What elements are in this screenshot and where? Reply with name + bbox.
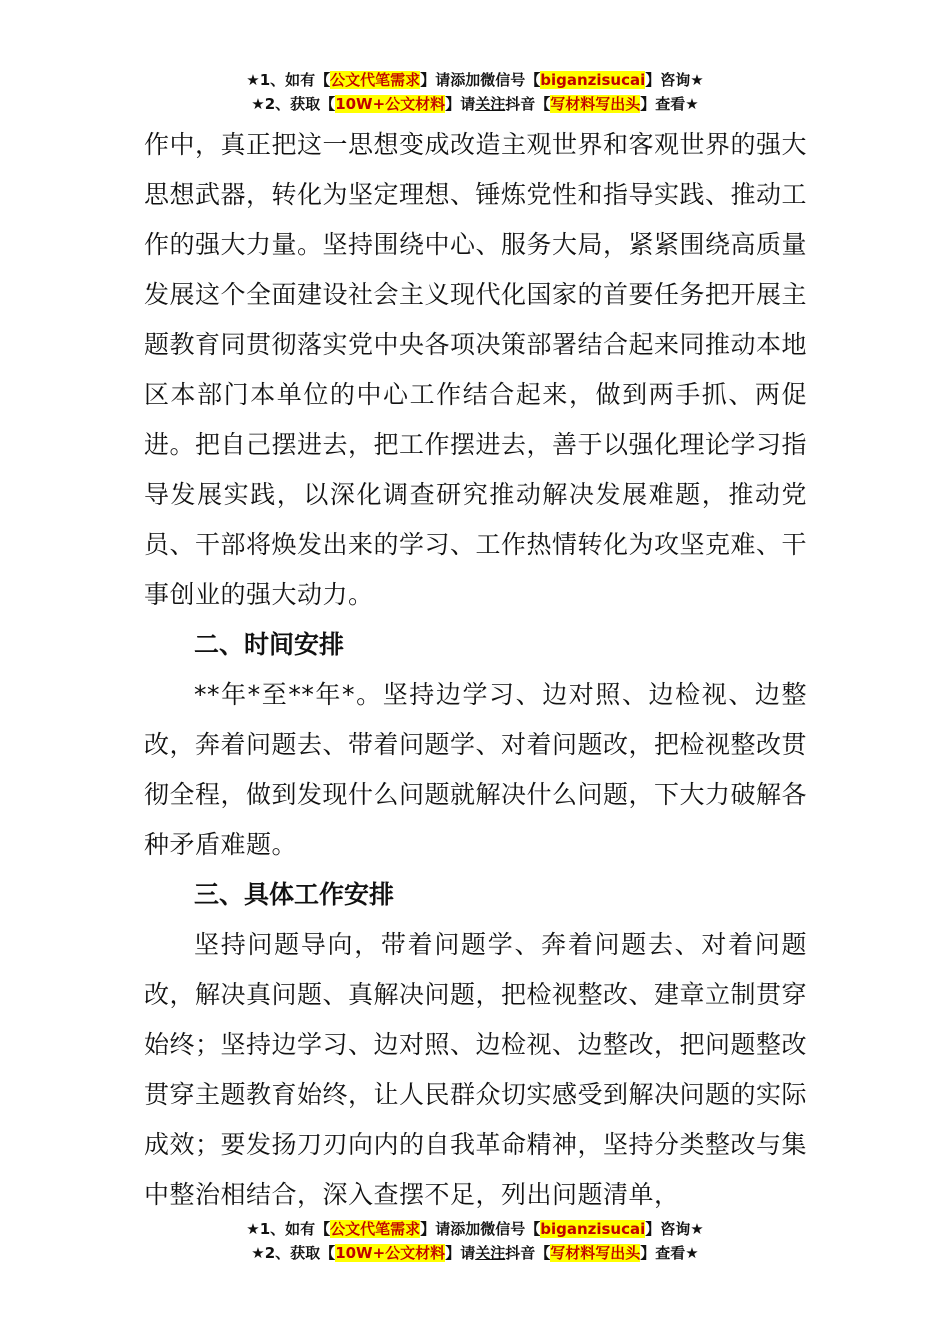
section-heading-time: 二、时间安排 [194, 630, 345, 659]
footer-highlight-douyin: 写材料写出头 [550, 1244, 641, 1262]
paragraph-continued: 作中，真正把这一思想变成改造主观世界和客观世界的强大思想武器，转化为坚定理想、锤炼党性和指导实践、推动工作的强大力量。坚持围绕中心、服务大局，紧紧围绕高质量发展这个全面建设社会主义现代化国家的首要任务把开展主题教育同贯彻落实党中央各项决策部署结合起来同推动本地区本部门本单位的中心工作结合起来，做到两手抓、两促进。把自己摆进去，把工作摆进去，善于以强化理论学习指导发展实践，以深化调查研究推动解决发展难题，推动党员、干部将焕发出来的学习、工作热情转化为攻坚克难、干事创业的强大动力。 [144, 130, 808, 609]
banner-highlight-materials: 10W+公文材料 [335, 95, 446, 113]
footer-line2-middle-b: 抖音【 [505, 1244, 551, 1262]
footer-banner [0, 1217, 950, 1265]
document-body [144, 120, 807, 1220]
banner-line2-suffix: 】查看★ [640, 95, 699, 113]
banner-highlight-wechat-id: biganzisucai [540, 71, 646, 89]
banner-line1-prefix: ★1、如有【 [246, 71, 331, 89]
banner-highlight-douyin: 写材料写出头 [550, 95, 641, 113]
banner-follow-text: 关注 [475, 95, 506, 113]
banner-line-1 [0, 68, 950, 92]
banner-line2-middle-a: 】请 [445, 95, 476, 113]
footer-line1-prefix: ★1、如有【 [246, 1220, 331, 1238]
footer-highlight-materials: 10W+公文材料 [335, 1244, 446, 1262]
banner-line1-middle: 】请添加微信号【 [420, 71, 541, 89]
banner-line2-prefix: ★2、获取【 [251, 95, 336, 113]
banner-line1-suffix: 】咨询★ [645, 71, 704, 89]
paragraph-time-schedule: **年*至**年*。坚持边学习、边对照、边检视、边整改，奔着问题去、带着问题学、对着问题改，把检视整改贯彻全程，做到发现什么问题就解决什么问题，下大力破解各种矛盾难题。 [144, 680, 808, 859]
footer-banner-line-2 [0, 1241, 950, 1265]
footer-line2-suffix: 】查看★ [640, 1244, 699, 1262]
footer-banner-line-1 [0, 1217, 950, 1241]
footer-highlight-wechat-id: biganzisucai [540, 1220, 646, 1238]
paragraph-work-arrangement: 坚持问题导向，带着问题学、奔着问题去、对着问题改，解决真问题、真解决问题，把检视整改、建章立制贯穿始终；坚持边学习、边对照、边检视、边整改，把问题整改贯穿主题教育始终，让人民群众切实感受到解决问题的实际成效；要发扬刀刃向内的自我革命精神，坚持分类整改与集中整治相结合，深入查摆不足，列出问题清单， [144, 930, 808, 1209]
section-heading-work: 三、具体工作安排 [194, 880, 395, 909]
banner-line-2 [0, 92, 950, 116]
footer-follow-text: 关注 [475, 1244, 506, 1262]
header-banner [0, 68, 950, 116]
banner-highlight-service: 公文代笔需求 [330, 71, 421, 89]
footer-line2-middle-a: 】请 [445, 1244, 476, 1262]
footer-line1-suffix: 】咨询★ [645, 1220, 704, 1238]
footer-line2-prefix: ★2、获取【 [251, 1244, 336, 1262]
banner-line2-middle-b: 抖音【 [505, 95, 551, 113]
footer-highlight-service: 公文代笔需求 [330, 1220, 421, 1238]
footer-line1-middle: 】请添加微信号【 [420, 1220, 541, 1238]
